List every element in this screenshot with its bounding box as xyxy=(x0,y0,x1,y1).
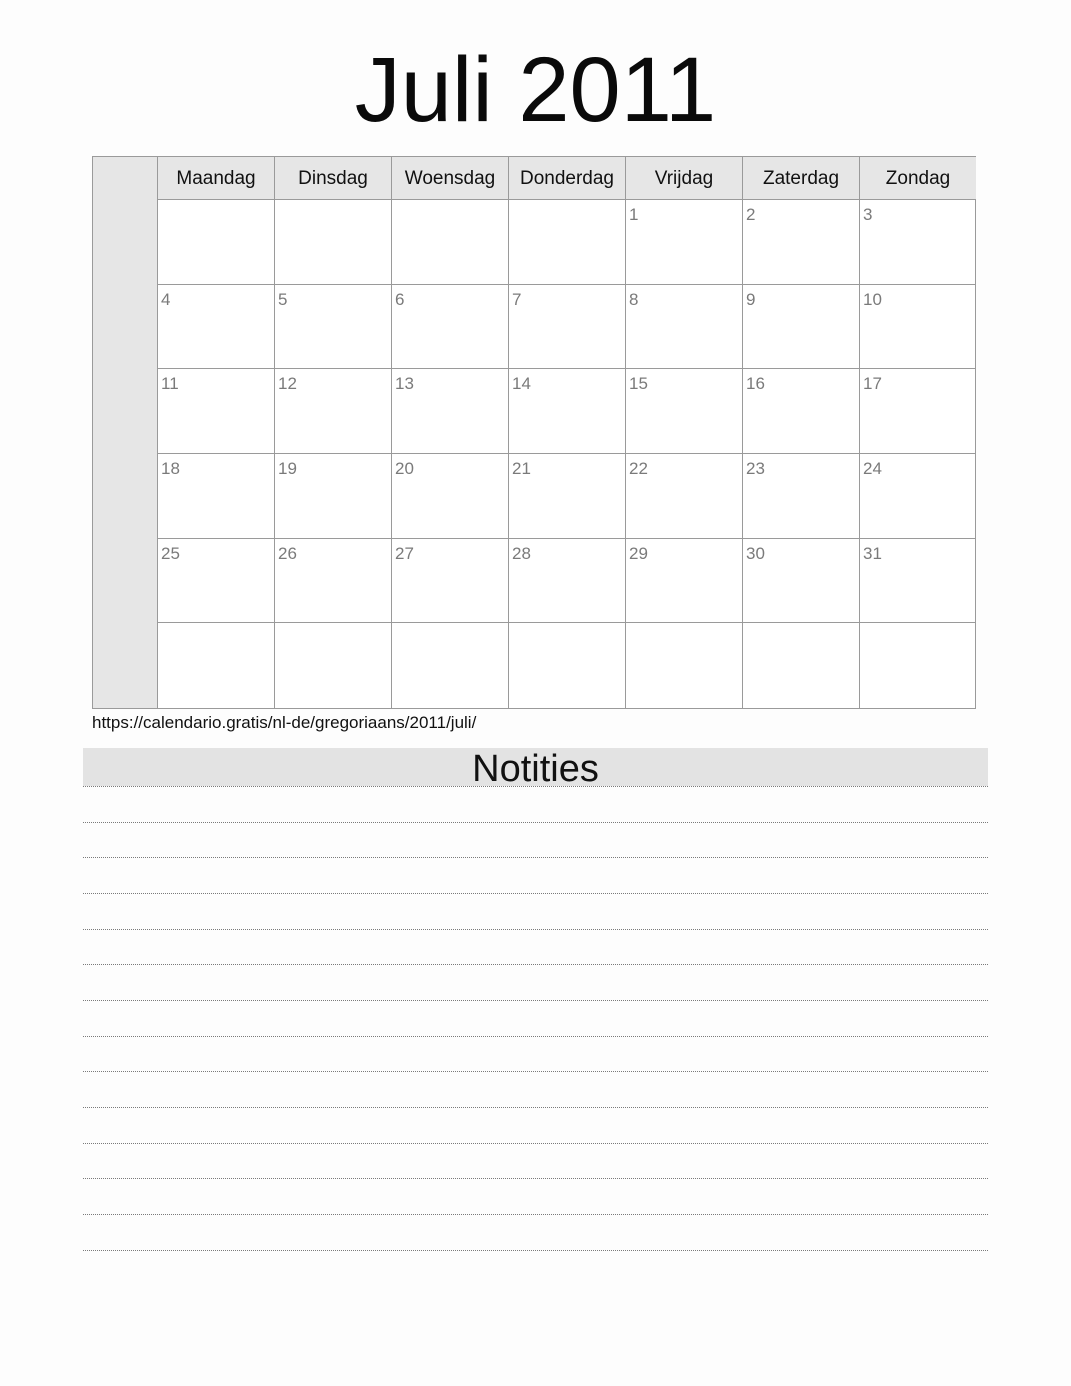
day-cell xyxy=(275,623,392,708)
day-cell xyxy=(743,369,860,453)
day-number: 3 xyxy=(863,205,873,224)
day-cell xyxy=(392,369,509,453)
day-cell xyxy=(275,454,392,538)
day-number: 16 xyxy=(746,374,765,394)
day-number: 14 xyxy=(512,374,531,394)
source-link[interactable]: https://calendario.gratis/nl-de/gregoriaans/2011/juli/ xyxy=(92,713,477,732)
day-cell xyxy=(743,200,860,284)
notes-title: Notities xyxy=(83,748,988,786)
day-number: 4 xyxy=(161,289,171,309)
day-cell xyxy=(158,285,275,369)
weekday-monday: Maandag xyxy=(158,157,275,199)
day-cell xyxy=(860,369,976,453)
day-cell xyxy=(275,539,392,623)
day-number: 20 xyxy=(395,458,414,478)
week-row-6 xyxy=(158,623,976,708)
day-cell xyxy=(743,623,860,708)
day-cell xyxy=(158,454,275,538)
day-cell xyxy=(158,539,275,623)
note-line xyxy=(83,1107,988,1108)
day-number: 31 xyxy=(863,543,882,563)
day-cell xyxy=(509,200,626,284)
day-cell xyxy=(392,200,509,284)
day-number: 12 xyxy=(278,374,297,394)
day-number: 22 xyxy=(629,458,648,478)
day-cell xyxy=(860,454,976,538)
day-cell xyxy=(275,200,392,284)
week-row-3 xyxy=(158,369,976,454)
weekday-saturday: Zaterdag xyxy=(743,157,860,199)
day-number: 5 xyxy=(278,289,288,309)
month-calendar xyxy=(92,156,976,709)
note-line xyxy=(83,822,988,823)
day-number: 18 xyxy=(161,458,180,478)
day-number: 23 xyxy=(746,458,765,478)
day-cell xyxy=(860,200,976,284)
note-line xyxy=(83,1071,988,1072)
note-line xyxy=(83,1214,988,1215)
day-number: 2 xyxy=(746,205,756,224)
day-cell xyxy=(626,539,743,623)
day-number: 10 xyxy=(863,289,882,309)
day-number: 13 xyxy=(395,374,414,394)
weekday-friday: Vrijdag xyxy=(626,157,743,199)
week-number-column xyxy=(93,157,158,708)
day-number: 11 xyxy=(161,374,179,394)
note-line xyxy=(83,1036,988,1037)
weekday-tuesday: Dinsdag xyxy=(275,157,392,199)
day-number: 17 xyxy=(863,374,882,394)
day-cell xyxy=(158,200,275,284)
day-cell xyxy=(626,369,743,453)
day-cell xyxy=(158,623,275,708)
day-cell xyxy=(509,539,626,623)
day-cell xyxy=(509,454,626,538)
note-line xyxy=(83,786,988,787)
day-cell xyxy=(509,369,626,453)
week-row-4 xyxy=(158,454,976,539)
day-cell xyxy=(626,285,743,369)
day-cell xyxy=(626,623,743,708)
note-line xyxy=(83,964,988,965)
day-number: 15 xyxy=(629,374,648,394)
day-number: 29 xyxy=(629,543,648,563)
note-line xyxy=(83,1178,988,1179)
day-number: 6 xyxy=(395,289,405,309)
day-number: 24 xyxy=(863,458,882,478)
day-number: 27 xyxy=(395,543,414,563)
day-number: 1 xyxy=(629,205,639,224)
weekday-header-row xyxy=(158,157,976,200)
day-cell xyxy=(392,623,509,708)
day-cell xyxy=(392,454,509,538)
note-line xyxy=(83,1250,988,1251)
day-cell xyxy=(626,200,743,284)
weekday-sunday: Zondag xyxy=(885,168,951,189)
day-number: 21 xyxy=(512,458,531,478)
day-number: 9 xyxy=(746,289,756,309)
day-cell xyxy=(860,623,976,708)
day-number: 30 xyxy=(746,543,765,563)
day-cell xyxy=(860,539,976,623)
day-cell xyxy=(392,285,509,369)
week-row-1 xyxy=(158,200,976,285)
day-cell xyxy=(275,369,392,453)
day-cell xyxy=(860,285,976,369)
day-number: 8 xyxy=(629,289,639,309)
weekday-wednesday: Woensdag xyxy=(392,157,509,199)
day-number: 7 xyxy=(512,289,522,309)
note-line xyxy=(83,893,988,894)
day-cell xyxy=(158,369,275,453)
page-title: Juli 2011 xyxy=(354,39,717,141)
day-cell xyxy=(509,285,626,369)
week-row-5 xyxy=(158,539,976,624)
note-line xyxy=(83,857,988,858)
day-cell xyxy=(275,285,392,369)
note-line xyxy=(83,929,988,930)
day-cell xyxy=(743,285,860,369)
day-cell xyxy=(743,454,860,538)
note-line xyxy=(83,1143,988,1144)
day-cell xyxy=(509,623,626,708)
week-row-2 xyxy=(158,285,976,370)
weekday-thursday: Donderdag xyxy=(509,157,626,199)
day-number: 19 xyxy=(278,458,297,478)
day-cell xyxy=(626,454,743,538)
calendar-grid xyxy=(158,157,976,708)
day-number: 26 xyxy=(278,543,297,563)
day-number: 25 xyxy=(161,543,180,563)
day-cell xyxy=(392,539,509,623)
note-line xyxy=(83,1000,988,1001)
day-number: 28 xyxy=(512,543,531,563)
day-cell xyxy=(743,539,860,623)
